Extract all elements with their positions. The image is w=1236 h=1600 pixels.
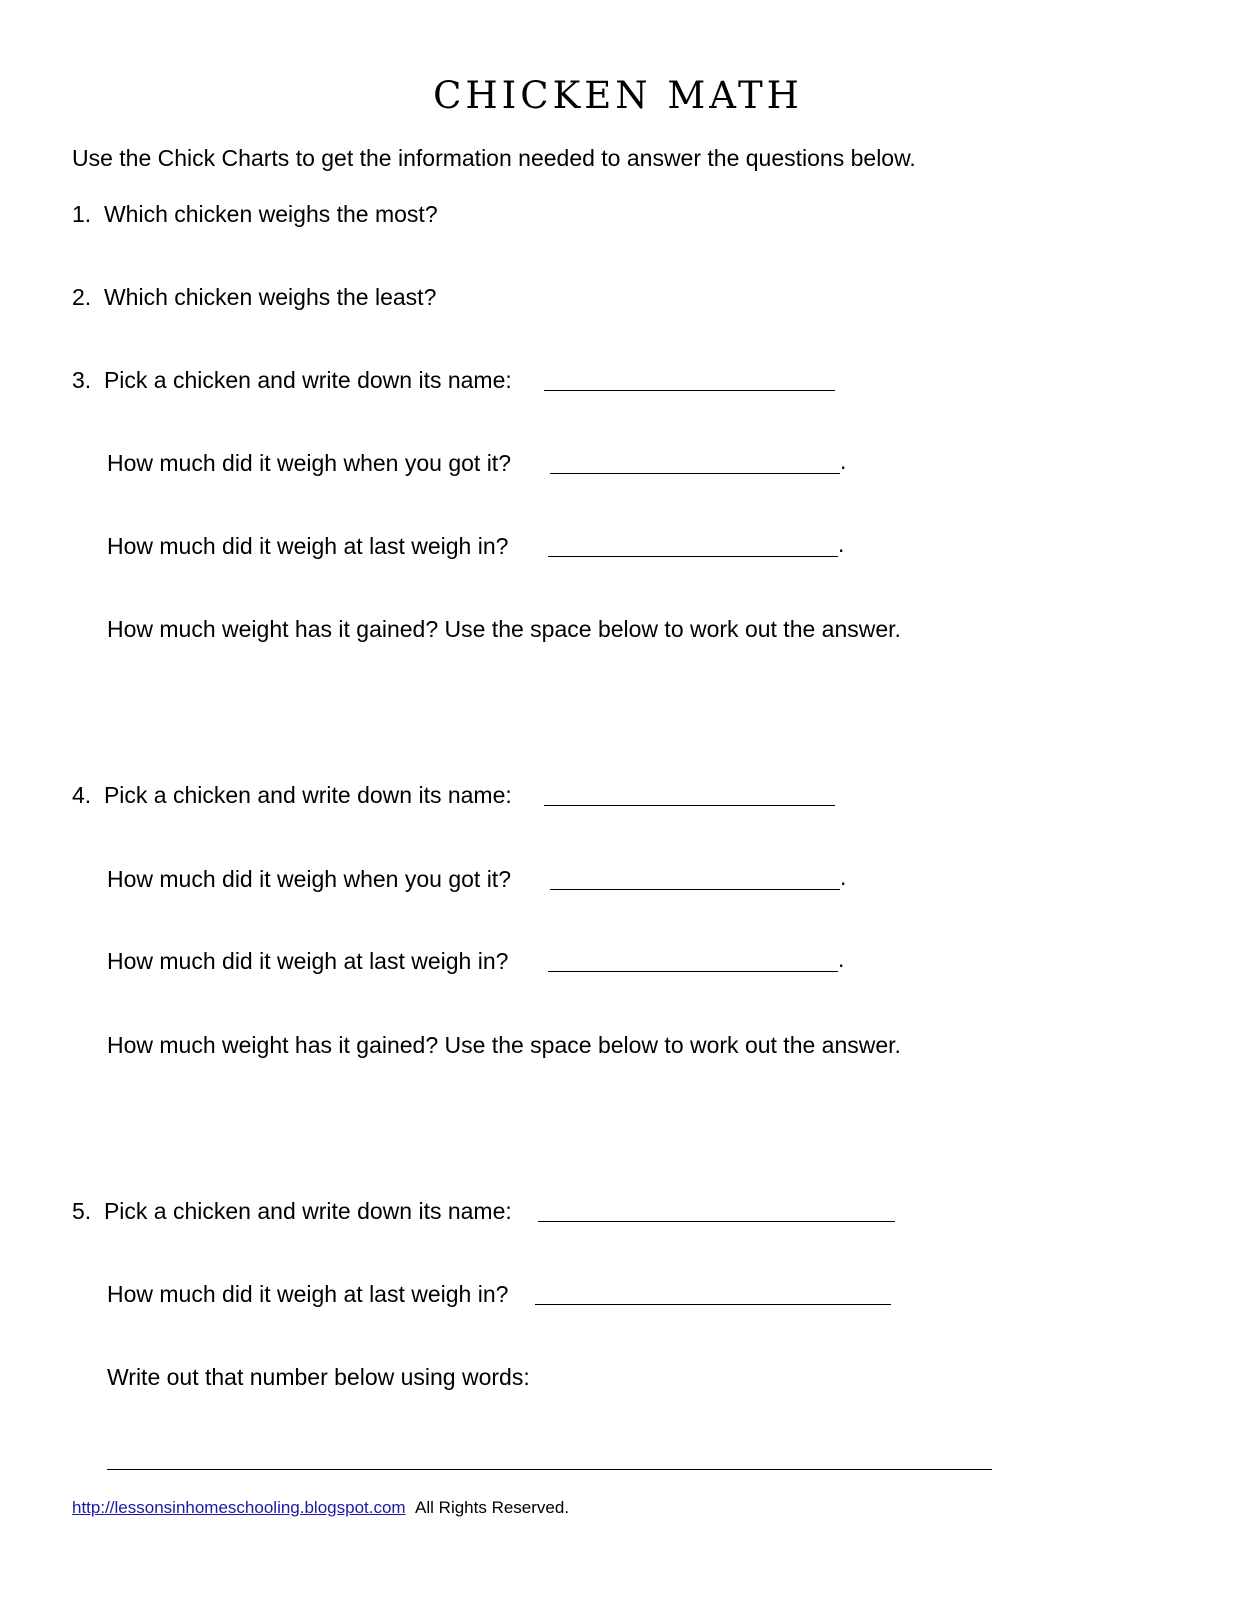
footer-rights: All Rights Reserved. [415, 1498, 570, 1517]
question-3-gained: How much weight has it gained? Use the space below to work out the answer. [107, 616, 901, 642]
work-space[interactable] [107, 650, 1007, 770]
question-3-name [72, 366, 512, 394]
question-text: Which chicken weighs the least? [103, 284, 437, 310]
question-text: Pick a chicken and write down its name: [103, 1198, 512, 1224]
instructions: Use the Chick Charts to get the information needed to answer the questions below. [72, 145, 916, 171]
question-number: 2. [72, 284, 92, 310]
question-text: Pick a chicken and write down its name: [103, 367, 512, 393]
question-number: 4. [72, 782, 92, 808]
weight-got-answer-line[interactable] [550, 889, 840, 890]
footer-link[interactable]: http://lessonsinhomeschooling.blogspot.com [72, 1498, 406, 1517]
name-answer-line[interactable] [544, 805, 835, 806]
weight-last-answer-line[interactable] [535, 1304, 891, 1305]
footer [72, 1498, 569, 1518]
question-5-words: Write out that number below using words: [107, 1364, 530, 1390]
weight-last-answer-line[interactable] [548, 971, 838, 972]
period: . [838, 531, 845, 557]
question-4-gained: How much weight has it gained? Use the space below to work out the answer. [107, 1032, 901, 1058]
question-text: Pick a chicken and write down its name: [103, 782, 512, 808]
period: . [838, 946, 845, 972]
question-4-name [72, 781, 512, 809]
question-number: 3. [72, 367, 92, 393]
name-answer-line[interactable] [538, 1221, 895, 1222]
question-5-last: How much did it weigh at last weigh in? [107, 1281, 509, 1307]
question-3-got: How much did it weigh when you got it? [107, 450, 511, 476]
weight-last-answer-line[interactable] [548, 556, 838, 557]
period: . [840, 448, 847, 474]
question-4-last: How much did it weigh at last weigh in? [107, 948, 509, 974]
page-title: CHICKEN MATH [433, 74, 803, 117]
work-space[interactable] [107, 1066, 1007, 1186]
name-answer-line[interactable] [544, 390, 835, 391]
words-answer-line[interactable] [107, 1469, 992, 1470]
period: . [840, 864, 847, 890]
question-2 [72, 283, 436, 311]
question-1 [72, 200, 438, 228]
question-number: 1. [72, 201, 92, 227]
question-text: Which chicken weighs the most? [103, 201, 438, 227]
question-number: 5. [72, 1198, 92, 1224]
question-3-last: How much did it weigh at last weigh in? [107, 533, 509, 559]
question-5-name [72, 1197, 512, 1225]
weight-got-answer-line[interactable] [550, 473, 840, 474]
question-4-got: How much did it weigh when you got it? [107, 866, 511, 892]
